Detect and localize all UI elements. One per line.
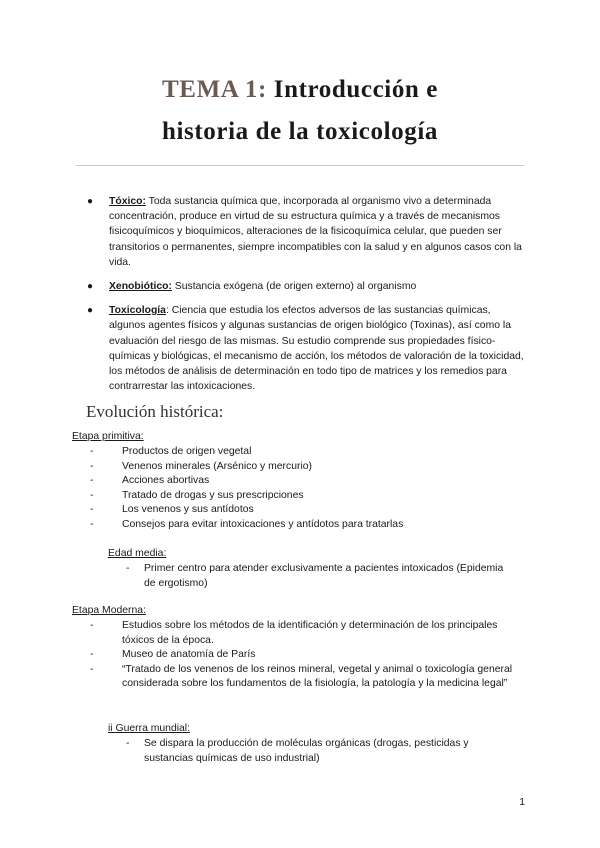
dash-icon: - <box>126 738 130 749</box>
dash-icon: - <box>90 460 94 472</box>
definition-item <box>87 194 527 270</box>
section-heading: Evolución histórica: <box>86 402 224 421</box>
dash-icon: - <box>90 446 94 457</box>
list-item: - Primer centro para atender exclusivamente a pacientes intoxicados (Epidemia de ergotismo) <box>126 563 504 589</box>
list-item: - Productos de origen vegetal <box>90 445 530 460</box>
list-item: - Tratado de drogas y sus prescripciones <box>90 489 530 504</box>
title-prefix: TEMA 1: <box>162 76 267 103</box>
title-line-2: historia de la toxicología <box>161 118 438 145</box>
list-item: - Se dispara la producción de moléculas orgánicas (drogas, pesticidas y sustancias químicas de uso industrial) <box>126 738 469 764</box>
definitions-list <box>87 194 527 403</box>
list-item: - Museo de anatomía de París <box>90 648 520 663</box>
bullet-icon: ● <box>87 305 94 317</box>
dash-icon: - <box>90 504 94 515</box>
middle-age-list <box>126 562 516 591</box>
dash-icon: - <box>90 620 94 631</box>
definition-term: Tóxico: <box>109 196 146 207</box>
title-divider <box>76 165 524 166</box>
dash-icon: - <box>90 475 94 486</box>
definition-term: Toxicología <box>109 305 166 317</box>
definition-text: Sustancia exógena (de origen externo) al organismo <box>171 281 417 293</box>
list-item: - Acciones abortivas <box>90 474 530 489</box>
page-number: 1 <box>519 797 525 808</box>
definition-text: Toda sustancia química que, incorporada al organismo vivo a determinada concentración, produce en virtud de su estructura química y a través de mecanismos fisicoquímicos y bioquímicos, alteraciones de la fisicoquímica celular, que pueden ser transitorios o permanentes, siempre incompatibles con la salud y en algunos casos con la vida. <box>109 196 522 268</box>
stage-heading-modern: Etapa Moderna: <box>72 605 146 616</box>
title-line-1 <box>0 74 600 106</box>
dash-icon: - <box>90 663 94 675</box>
bullet-icon: ● <box>87 196 94 207</box>
ww2-list <box>126 737 516 766</box>
definition-item <box>87 279 527 294</box>
dash-icon: - <box>126 563 130 574</box>
primitive-list <box>90 445 530 532</box>
list-item: - Venenos minerales (Arsénico y mercurio) <box>90 460 530 475</box>
list-item: - Los venenos y sus antídotos <box>90 503 530 518</box>
bullet-icon: ● <box>87 281 94 293</box>
modern-list <box>90 619 520 692</box>
dash-icon: - <box>90 489 94 501</box>
stage-heading-middle-age: Edad media: <box>108 548 167 559</box>
stage-heading-ww2: ii Guerra mundial: <box>108 723 191 734</box>
dash-icon: - <box>90 649 94 660</box>
dash-icon: - <box>90 518 94 530</box>
definition-term: Xenobiótico: <box>109 281 172 293</box>
definition-text: : Ciencia que estudia los efectos adversos de las sustancias químicas, algunos agentes físicos y algunas sustancias de origen biológico (Toxinas), así como la evaluación del riesgo de las mismas. Su estudio comprende sus propiedades físico-químicas y biológicas, el mecanismo de acción, los métodos de valoración de la toxicidad, los métodos de análisis de determinación en todo tipo de matrices y los remedios para contrarrestar las intoxicaciones. <box>109 305 524 393</box>
definition-item <box>87 303 527 394</box>
list-item: - Estudios sobre los métodos de la identificación y determinación de los principales tóxicos de la época. <box>90 620 498 646</box>
list-item: - “Tratado de los venenos de los reinos mineral, vegetal y animal o toxicología general considerada sobre los fundamentos de la fisiología, la patología y la medicina legal” <box>90 663 513 689</box>
title-main: Introducción e <box>273 76 438 103</box>
stage-heading-primitive: Etapa primitiva: <box>72 431 144 442</box>
list-item: - Consejos para evitar intoxicaciones y antídotos para tratarlas <box>90 518 530 533</box>
